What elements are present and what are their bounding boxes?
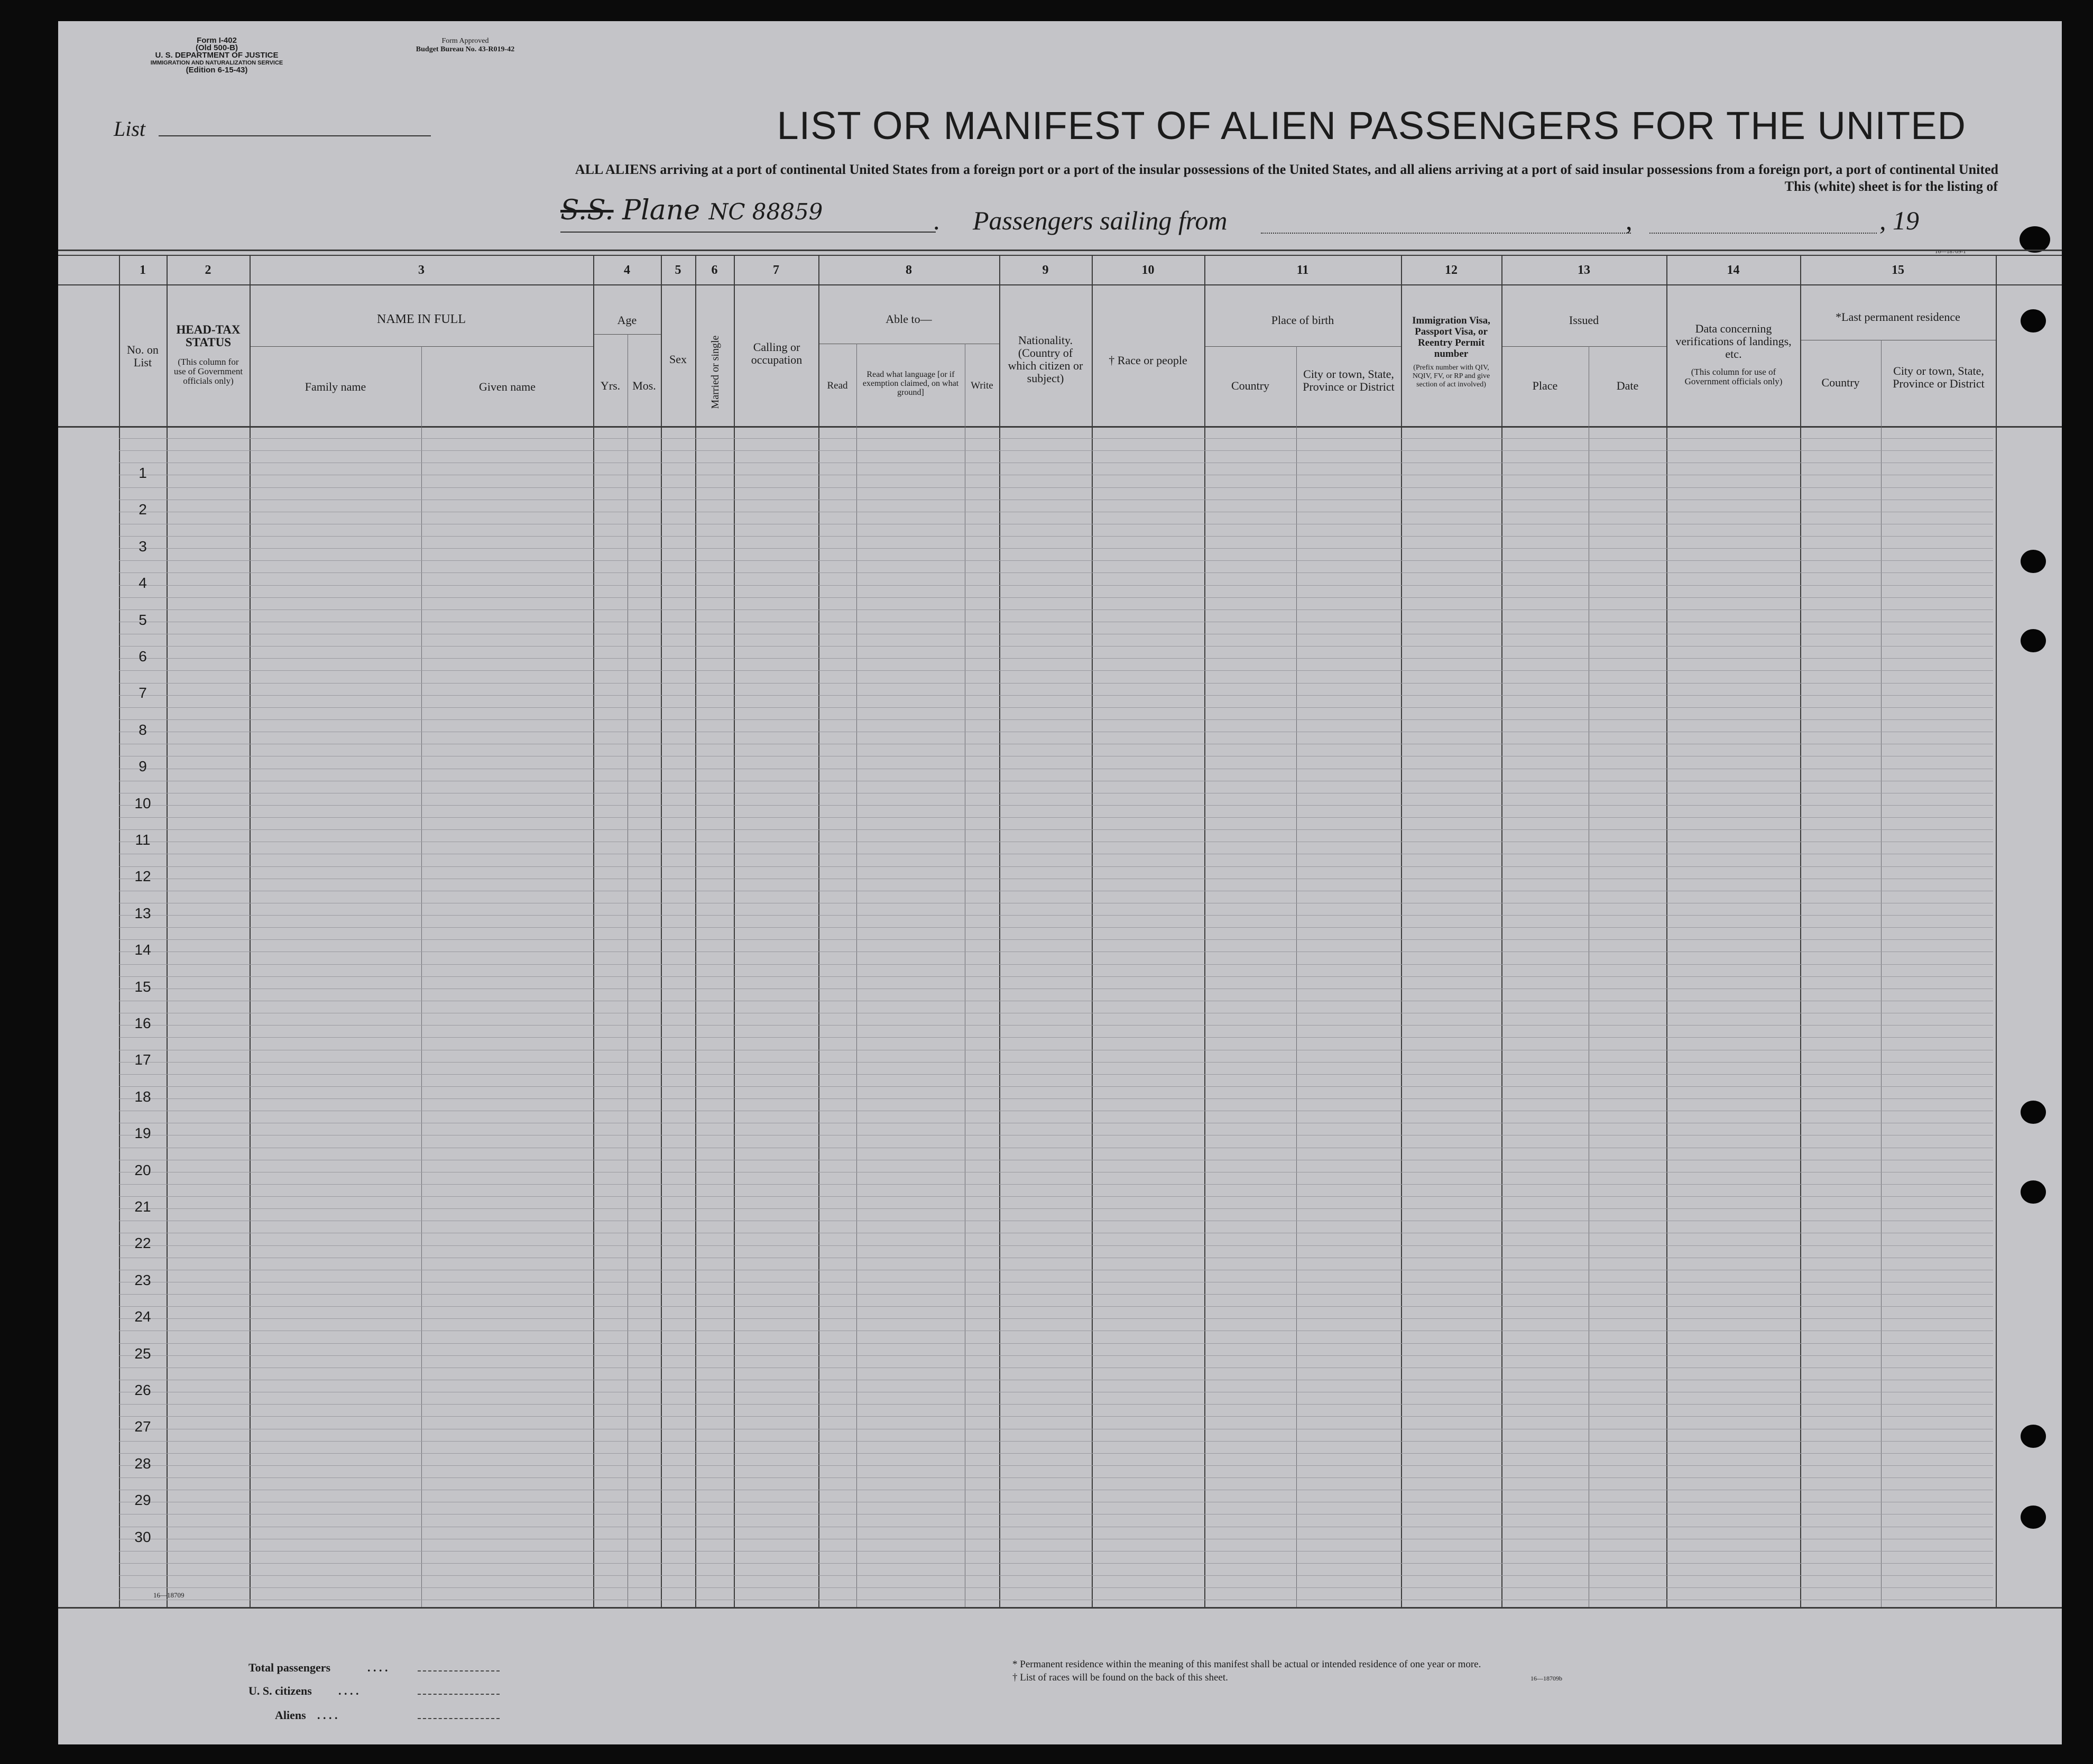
column-number: 9 [1042, 263, 1049, 277]
column-divider [1996, 255, 1997, 1607]
header-write: Write [971, 380, 993, 391]
vessel-dot: . [933, 206, 940, 235]
row-rule [119, 487, 1993, 488]
column-number: 12 [1445, 263, 1458, 277]
row-rule [119, 646, 1993, 647]
binder-hole-icon [2021, 629, 2046, 652]
row-rule [119, 927, 1993, 928]
column-number: 13 [1578, 263, 1590, 277]
colnum-rule [58, 284, 2062, 285]
header-place-of-birth: Place of birth [1271, 313, 1334, 327]
column-number: 6 [711, 263, 718, 277]
binder-hole-icon [2021, 309, 2046, 333]
row-number: 3 [139, 538, 147, 555]
row-number: 11 [135, 832, 151, 848]
row-number: 29 [134, 1492, 151, 1508]
binder-hole-icon [2020, 226, 2050, 253]
header-data-concerning: Data concerning verifications of landings, etc. [1675, 322, 1792, 361]
form-id-line: (Old 500-B) [195, 43, 238, 52]
row-number: 19 [134, 1125, 151, 1141]
column-number: 7 [773, 263, 779, 277]
row-number: 12 [134, 868, 151, 884]
us-citizens-line[interactable] [418, 1694, 500, 1695]
totals-dots: . . . . [338, 1684, 359, 1697]
form-id-line: U. S. DEPARTMENT OF JUSTICE [155, 51, 279, 60]
aliens-line[interactable] [418, 1718, 500, 1719]
header-res-city: City or town, State, Province or District [1893, 364, 1985, 390]
row-number: 2 [139, 501, 147, 518]
row-rule [119, 1098, 1993, 1099]
row-number: 9 [139, 758, 147, 774]
totals-dots: . . . . [367, 1661, 388, 1674]
column-number: 2 [205, 263, 211, 277]
manifest-sheet [58, 21, 2062, 1744]
row-rule [119, 670, 1993, 671]
header-family-name: Family name [305, 380, 366, 393]
row-rule [119, 1037, 1993, 1038]
row-rule [119, 1416, 1993, 1417]
vessel-handwritten: Plane [622, 195, 700, 226]
row-rule [119, 1074, 1993, 1075]
table-top-rule [58, 250, 2062, 251]
approval-line: Budget Bureau No. 43-R019-42 [416, 45, 515, 53]
column-divider [1881, 340, 1882, 1607]
row-number: 7 [139, 685, 147, 701]
row-number: 23 [134, 1272, 151, 1288]
row-number: 14 [134, 941, 151, 958]
row-number: 17 [134, 1051, 151, 1068]
header-issued-date: Date [1616, 379, 1639, 392]
row-rule [119, 572, 1993, 573]
form-identifier [90, 37, 344, 74]
row-number: 8 [139, 722, 147, 738]
header-sex: Sex [669, 353, 687, 366]
totals-dots: . . . . [317, 1708, 338, 1722]
binder-hole-icon [2021, 550, 2046, 573]
row-number: 6 [139, 648, 147, 664]
row-rule [119, 560, 1993, 561]
stamp-number: 16—18709-1 [1935, 248, 1966, 255]
row-rule [119, 1453, 1993, 1454]
column-divider [856, 344, 857, 1607]
footnote-races: † List of races will be found on the back of this sheet. [1012, 1672, 1228, 1683]
sailing-port-line [1261, 233, 1631, 234]
header-visa: Immigration Visa, Passport Visa, or Reentry Permit number [1412, 315, 1490, 359]
column-number: 4 [624, 263, 630, 277]
row-rule [119, 585, 1993, 586]
us-citizens-label: U. S. citizens [248, 1684, 312, 1697]
row-rule [119, 536, 1993, 537]
row-rule [119, 1086, 1993, 1087]
approval-line: Form Approved [441, 37, 489, 45]
row-number: 20 [134, 1162, 151, 1178]
footnote-code: 16—18709b [1530, 1675, 1562, 1682]
vessel-field [560, 195, 823, 226]
row-rule [119, 1404, 1993, 1405]
header-calling: Calling or occupation [751, 340, 803, 366]
subheader-rule [1501, 346, 1666, 347]
table-bottom-rule [58, 1607, 2062, 1609]
row-rule [119, 829, 1993, 830]
row-rule [119, 438, 1993, 439]
footnote-residence: * Permanent residence within the meaning of this manifest shall be actual or intended residence of one year or more. [1012, 1659, 1481, 1670]
header-data-note: (This column for use of Government officials only) [1684, 367, 1783, 386]
row-rule [119, 964, 1993, 965]
row-rule [119, 609, 1993, 610]
row-rule [119, 866, 1993, 867]
row-rule [119, 1587, 1993, 1588]
header-read: Read [827, 380, 848, 391]
list-label: List [114, 117, 146, 141]
row-number: 24 [134, 1308, 151, 1325]
row-rule [119, 805, 1993, 806]
row-rule [119, 1062, 1993, 1063]
row-number: 22 [134, 1235, 151, 1251]
sailing-date-line [1649, 233, 1877, 234]
total-passengers-line[interactable] [418, 1670, 500, 1671]
sailing-comma: , [1626, 206, 1633, 235]
row-number: 13 [134, 905, 151, 921]
row-number: 26 [134, 1382, 151, 1398]
page-subtitle-line2: This (white) sheet is for the listing of [1784, 179, 1998, 194]
form-id-line: Form I-402 [197, 36, 237, 45]
binder-hole-icon [2021, 1425, 2046, 1448]
column-number: 14 [1727, 263, 1740, 277]
page-subtitle: ALL ALIENS arriving at a port of continental United States from a foreign port or a port of the insular possessions of the United States, and all aliens arriving at a port of said insular possessions from a foreign port, a port of continental United [575, 162, 1998, 177]
binder-hole-icon [2021, 1506, 2046, 1529]
column-number: 1 [140, 263, 146, 277]
header-no-on-list: No. on List [127, 343, 159, 369]
header-given-name: Given name [479, 380, 536, 393]
header-yrs: Yrs. [600, 379, 621, 392]
header-visa-note: (Prefix number with QIV, NQIV, FV, or RP and give section of act involved) [1412, 364, 1490, 389]
row-rule [119, 1355, 1993, 1356]
row-rule [119, 1306, 1993, 1307]
binder-hole-icon [2021, 1180, 2046, 1204]
form-approval [359, 37, 571, 54]
form-id-line: (Edition 6-15-43) [186, 66, 248, 75]
sailing-label: Passengers sailing from [973, 206, 1228, 235]
row-number: 10 [134, 795, 151, 811]
row-number: 28 [134, 1455, 151, 1472]
header-read-language: Read what language [or if exemption claimed, on what ground] [862, 370, 959, 397]
row-rule [119, 1025, 1993, 1026]
row-rule [119, 658, 1993, 659]
header-married: Married or single [709, 335, 721, 409]
row-rule [119, 450, 1993, 451]
header-issued-place: Place [1532, 379, 1558, 392]
vessel-prefix: S.S. [560, 195, 614, 226]
subheader-rule [1204, 346, 1401, 347]
form-id-line: IMMIGRATION AND NATURALIZATION SERVICE [150, 60, 283, 66]
page-title: LIST OR MANIFEST OF ALIEN PASSENGERS FOR THE UNITED [777, 104, 1966, 147]
row-number: 16 [134, 1015, 151, 1031]
header-mos: Mos. [632, 379, 656, 392]
row-number: 30 [134, 1529, 151, 1545]
header-issued: Issued [1569, 313, 1599, 327]
row-rule [119, 1294, 1993, 1295]
row-number: 18 [134, 1088, 151, 1105]
row-rule [119, 1196, 1993, 1197]
vessel-line [560, 232, 936, 233]
header-bottom-rule [58, 426, 2062, 428]
row-rule [119, 1184, 1993, 1185]
header-name-in-full: NAME IN FULL [377, 312, 466, 326]
row-rule [119, 1563, 1993, 1564]
row-rule [119, 707, 1993, 708]
row-number: 21 [134, 1198, 151, 1215]
row-rule [119, 915, 1993, 916]
vessel-number: NC 88859 [708, 199, 823, 225]
row-rule [119, 1477, 1993, 1478]
subheader-rule [593, 334, 661, 335]
row-rule [119, 1318, 1993, 1319]
header-head-tax: HEAD-TAX STATUS [176, 323, 241, 349]
header-pob-city: City or town, State, Province or District [1303, 367, 1395, 393]
column-number: 11 [1296, 263, 1309, 277]
binder-hole-icon [2021, 1101, 2046, 1124]
row-rule [119, 1245, 1993, 1246]
row-rule [119, 1575, 1993, 1576]
bottom-code: 16—18709 [153, 1591, 185, 1599]
column-number: 3 [418, 263, 425, 277]
aliens-label: Aliens [275, 1708, 306, 1722]
column-number: 5 [675, 263, 681, 277]
row-rule [119, 695, 1993, 696]
header-res-country: Country [1821, 376, 1860, 389]
header-pob-country: Country [1231, 379, 1270, 392]
row-rule [119, 1343, 1993, 1344]
row-number: 15 [134, 978, 151, 995]
header-able-to: Able to— [886, 312, 932, 326]
row-rule [119, 976, 1993, 977]
table-top-rule-2 [58, 255, 2062, 256]
row-number: 25 [134, 1345, 151, 1362]
column-number: 15 [1892, 263, 1904, 277]
row-rule [119, 817, 1993, 818]
row-rule [119, 1208, 1993, 1209]
row-rule [119, 548, 1993, 549]
list-number-line [159, 135, 431, 136]
total-passengers-label: Total passengers [248, 1661, 331, 1674]
row-number: 5 [139, 612, 147, 628]
header-head-tax-note: (This column for use of Government officials only) [173, 357, 243, 386]
header-race: † Race or people [1109, 354, 1187, 367]
row-rule [119, 719, 1993, 720]
row-number: 1 [139, 465, 147, 481]
row-rule [119, 1465, 1993, 1466]
column-number: 8 [906, 263, 912, 277]
row-number: 27 [134, 1418, 151, 1435]
header-age: Age [617, 313, 637, 327]
row-rule [119, 1441, 1993, 1442]
sailing-year: , 19 [1879, 206, 1919, 235]
row-rule [119, 683, 1993, 684]
row-rule [119, 939, 1993, 940]
column-number: 10 [1141, 263, 1155, 277]
row-number: 4 [139, 575, 147, 591]
row-rule [119, 597, 1993, 598]
header-last-residence: *Last permanent residence [1836, 310, 1960, 324]
header-nationality: Nationality. (Country of which citizen or subject) [1008, 334, 1083, 385]
